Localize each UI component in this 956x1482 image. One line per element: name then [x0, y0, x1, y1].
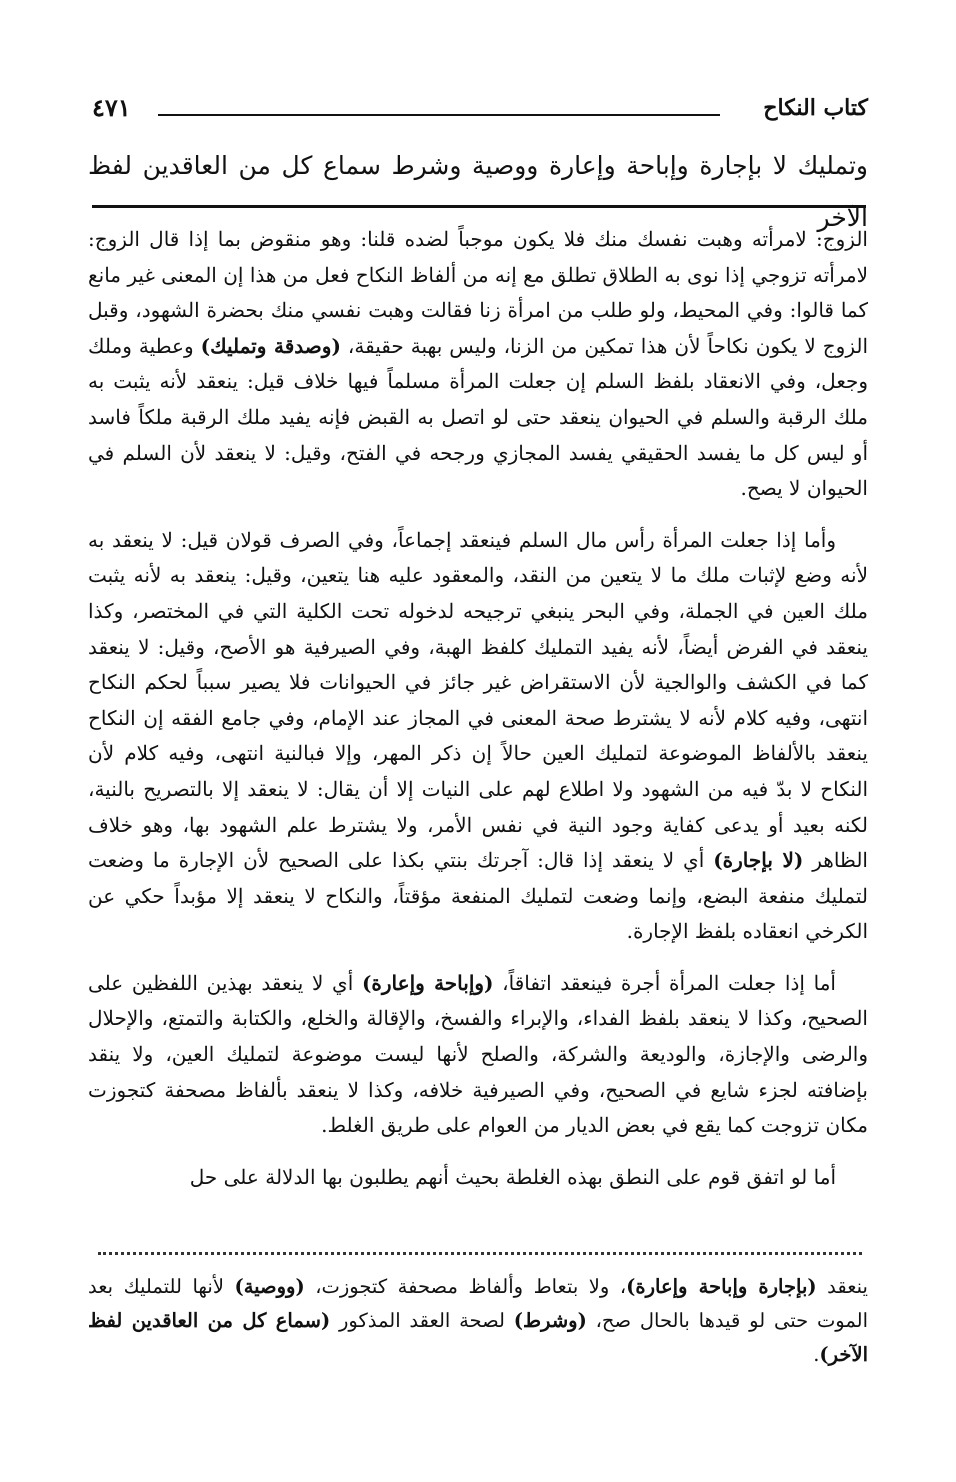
quoted-matn: (وشرط): [513, 1309, 587, 1332]
quoted-matn: (لا بإجارة): [713, 848, 804, 873]
quoted-matn: (بإجارة وإباحة وإعارة): [626, 1275, 817, 1298]
main-text: وتمليك لا بإجارة وإباحة وإعارة ووصية وشرط سماع كل من العاقدين لفظ الآخر: [88, 151, 868, 232]
header-rule: [158, 114, 720, 116]
commentary-paragraph-3: أما إذا جعلت المرأة أجرة فينعقد اتفاقاً، (وإباحة وإعارة) أي لا ينعقد بهذين اللفظين على الصحيح، وكذا لا ينعقد بلفظ الفداء، والإبراء والفسخ، والإقالة والخلع، والكتابة والتمتع، والإحلال والرضى والإجازة، والوديعة والشركة، والصلح لأنها ليست موضوعة لتمليك العين، ولا ينقد بإضافته لجزء شايع في الصحيح، وفي الصيرفية خلافه، وكذا لا ينعقد بألفاظ مصحفة كتجوزت مكان تزوجت كما يقع في بعض الديار من العوام على طريق الغلط.: [88, 970, 868, 1138]
footnote: ينعقد (بإجارة وإباحة وإعارة)، ولا بتعاط وألفاظ مصحفة كتجوزت، (ووصية) لأنها للتمليك بعد الموت حتى لو قيدها بالحال صح، (وشرط) لصحة العقد المذكور (سماع كل من العاقدين لفظ الآخر).: [88, 1275, 869, 1366]
page-number: ٤٧١: [92, 93, 131, 122]
commentary-paragraph-2: وأما إذا جعلت المرأة رأس مال السلم فينعقد إجماعاً، وفي الصرف قولان قيل: لا ينعقد به لأنه وضع لإثبات ملك ما لا يتعين من النقد، والمعقود عليه هنا يتعين، وقيل: ينعقد به لأنه يثبت ملك العين في الجملة، وفي البحر ينبغي ترجيحه لدخوله تحت الكلية التي في المختصر، وكذا ينعقد في الفرض أيضاً، لأنه يفيد التمليك كلفظ الهبة، وفي الصيرفية هو الأصح، وقيل: لا ينعقد كما في الكشف والوالجية لأن الاستقراض غير جائز في الحيوانات فلا يصير سبباً لحكم النكاح انتهى، وفيه كلام لأنه لا يشترط صحة المعنى في المجاز عند الإمام، وفي جامع الفقه إن النكاح ينعقد بالألفاظ الموضوعة لتمليك العين حالاً إن ذكر المهر، وإلا فبالنية انتهى، وفيه كلام لأن النكاح لا بدّ فيه من الشهود ولا اطلاع لهم على النيات إلا أن يقال: لا ينعقد إلا بالتصريح بالنية، لكنه بعيد أو يدعى كفاية وجود النية في نفس الأمر، ولا يشترط علم الشهود بها، وهو خلاف الظاهر (لا بإجارة) أي لا ينعقد إذا قال: آجرتك بنتي بكذا على الصحيح لأن الإجارة ما وضعت لتمليك منفعة البضع، وإنما وضعت لتمليك المنفعة مؤقتاً، والنكاح لا ينعقد إلا مؤبداً حكي عن الكرخي انعقاده بلفظ الإجارة.: [88, 527, 868, 944]
commentary-paragraph-4: أما لو اتفق قوم على النطق بهذه الغلطة بحيث أنهم يطلبون بها الدلالة على حل: [189, 1164, 836, 1189]
quoted-matn: (ووصية): [234, 1275, 305, 1298]
quoted-matn: (وإباحة وإعارة): [361, 970, 494, 995]
quoted-matn: (سماع كل من العاقدين لفظ الآخر): [88, 1309, 868, 1366]
quoted-matn: (وصدقة وتمليك): [200, 333, 341, 358]
running-header: [92, 92, 868, 128]
commentary: [88, 222, 868, 1211]
book-title: كتاب النكاح: [763, 95, 868, 121]
main-text-divider: [92, 205, 866, 208]
footnote-divider: [98, 1252, 862, 1255]
commentary-paragraph-1: الزوج: لامرأته وهبت نفسك منك فلا يكون موجباً لضده قلنا: وهو منقوض بما إذا قال الزوج: لامرأته تزوجي إذا نوى به الطلاق تطلق مع إنه من ألفاظ النكاح فعل من هذا إن المعنى غير مانع كما قالوا: وفي المحيط، ولو طلب من امرأة زنا فقالت وهبت نفسي منك بحضرة الشهود، وقبل الزوج لا يكون نكاحاً لأن هذا تمكين من الزنا، وليس بهبة حقيقة، (وصدقة وتمليك) وعطية وملك وجعل، وفي الانعقاد بلفظ السلم إن جعلت المرأة مسلماً فيها خلاف قيل: ينعقد لأنه يثبت به ملك الرقبة والسلم في الحيوان ينعقد حتى لو اتصل به القبض فإنه يفيد ملك الرقبة ملكاً فاسد أو ليس كل ما يفسد الحقيقي يفسد المجازي ورجحه في الفتح، وقيل: لا ينعقد لأن السلم في الحيوان لا يصح.: [88, 227, 869, 501]
